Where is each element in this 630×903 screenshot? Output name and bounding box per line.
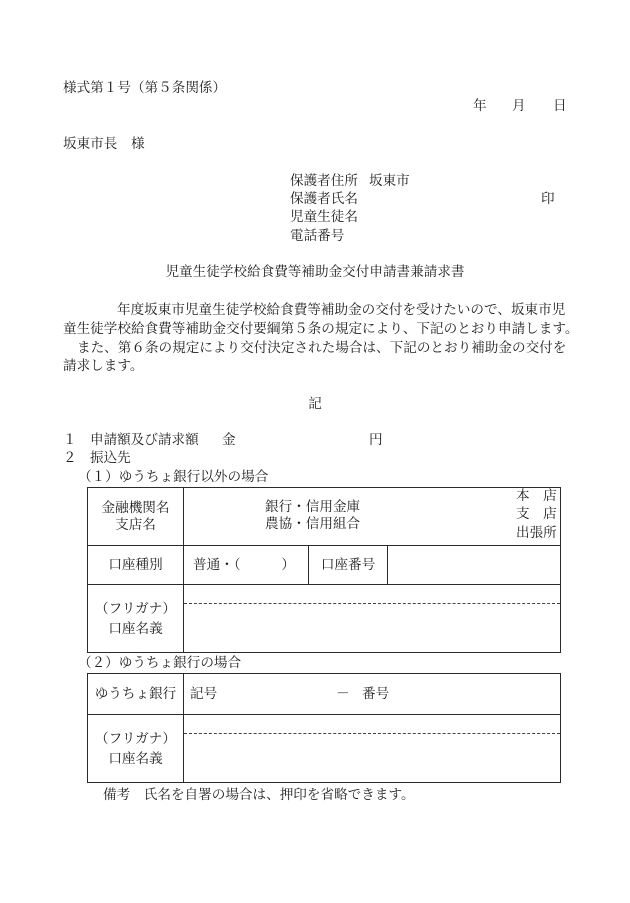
institution-label-cell — [88, 488, 184, 546]
yucho-heading: （２）ゆうちょ銀行の場合 — [78, 655, 242, 671]
addressee: 坂東市長 様 — [63, 136, 145, 152]
yucho-bank-label: ゆうちょ銀行 — [94, 686, 177, 702]
account-holder-value-cell — [184, 585, 560, 652]
amount-unit: 円 — [369, 432, 383, 448]
guardian-address-label: 保護者住所 — [290, 173, 358, 189]
account-type-label-cell — [88, 546, 184, 585]
yucho-number-cell — [184, 674, 560, 715]
document-title: 児童生徒学校給食費等補助金交付申請書兼請求書 — [165, 264, 465, 280]
seal-mark: 印 — [541, 191, 555, 207]
yucho-table — [87, 673, 561, 783]
number-label: 番号 — [362, 686, 390, 702]
symbol-label: 記号 — [190, 686, 218, 702]
branch-name-label: 支店名 — [115, 516, 156, 533]
item-1-label: 申請額及び請求額 — [90, 432, 199, 448]
remarks-note: 備考 氏名を自署の場合は、押印を省略できます。 — [103, 787, 415, 803]
date-year-label: 年 — [473, 98, 487, 114]
item-2-number: ２ — [63, 450, 77, 466]
item-1-number: １ — [63, 432, 77, 448]
account-holder-label: 口座名義 — [108, 620, 163, 637]
symbol-number-separator: － — [336, 686, 350, 702]
date-month-label: 月 — [512, 98, 526, 114]
branch-type-main: 本 店 — [516, 488, 557, 504]
institution-type-coop: 農協・信用組合 — [265, 516, 361, 532]
branch-type-office: 出張所 — [516, 525, 557, 541]
yucho-holder-label: 口座名義 — [108, 750, 163, 767]
furigana-label: （フリガナ） — [95, 600, 176, 617]
guardian-address-city: 坂東市 — [369, 173, 410, 189]
student-name-label: 児童生徒名 — [290, 209, 358, 225]
ki-heading: 記 — [308, 396, 322, 412]
branch-type-branch: 支 店 — [516, 506, 557, 522]
account-holder-label-cell — [88, 585, 184, 652]
item-2-label: 振込先 — [90, 450, 131, 466]
yucho-furigana-label: （フリガナ） — [95, 730, 176, 747]
body-line-3: また、第６条の規定により交付決定された場合は、下記のとおり補助金の交付を — [77, 340, 567, 356]
furigana-divider — [184, 603, 560, 604]
institution-type-bank: 銀行・信用金庫 — [265, 499, 361, 515]
yucho-bank-label-cell — [88, 674, 184, 715]
amount-prefix: 金 — [222, 432, 236, 448]
institution-value-cell — [184, 488, 560, 546]
body-line-4: 請求します。 — [63, 358, 144, 374]
account-type-label: 口座種別 — [108, 557, 163, 573]
form-number: 様式第１号（第５条関係） — [63, 80, 227, 96]
institution-name-label: 金融機関名 — [101, 499, 170, 516]
non-yucho-table — [87, 487, 561, 653]
phone-label: 電話番号 — [290, 228, 345, 244]
account-type-value-cell — [184, 546, 309, 585]
body-line-2: 童生徒学校給食費等補助金交付要綱第５条の規定により、下記のとおり申請します。 — [63, 321, 579, 337]
guardian-name-label: 保護者氏名 — [290, 191, 358, 207]
yucho-furigana-divider — [184, 733, 560, 734]
body-line-1: 年度坂東市児童生徒学校給食費等補助金の交付を受けたいので、坂東市児 — [117, 302, 566, 318]
yucho-holder-label-cell — [88, 715, 184, 782]
account-type-value: 普通・（ ） — [193, 557, 295, 573]
non-yucho-heading: （１）ゆうちょ銀行以外の場合 — [78, 469, 269, 485]
account-number-label: 口座番号 — [320, 557, 376, 573]
account-number-value-cell — [388, 546, 560, 585]
yucho-holder-value-cell — [184, 715, 560, 782]
date-day-label: 日 — [553, 98, 567, 114]
account-number-label-cell — [309, 546, 388, 585]
